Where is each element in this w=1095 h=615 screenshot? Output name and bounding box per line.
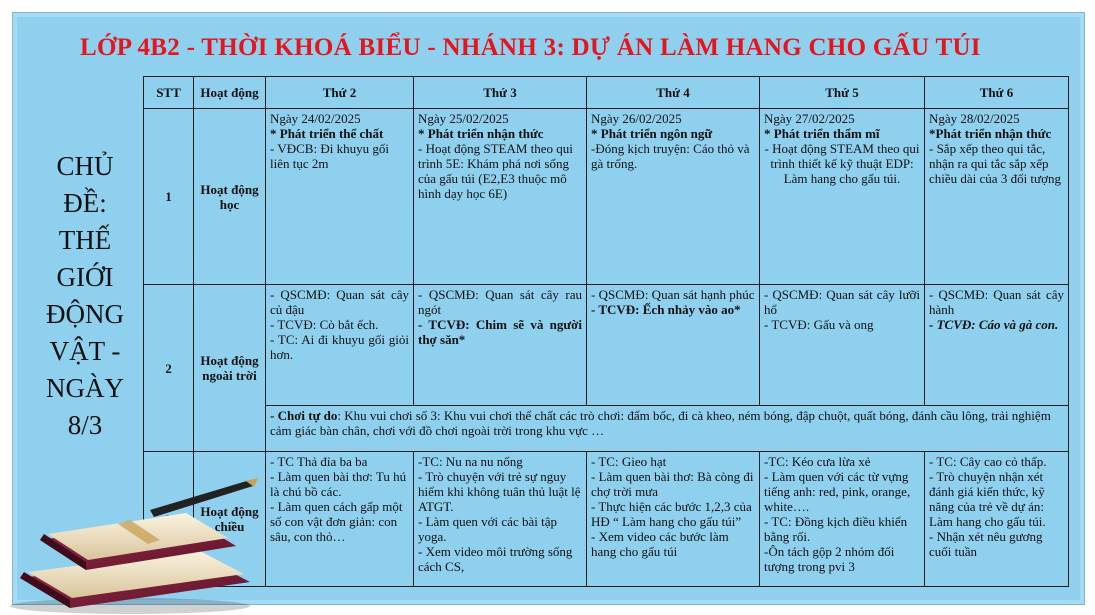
cell-friday xyxy=(925,109,1069,285)
cell-text: - QSCMĐ: Quan sát cây lưỡi hổ xyxy=(764,287,920,317)
cell-date: Ngày 27/02/2025 xyxy=(764,111,855,126)
cell-domain: * Phát triển ngôn ngữ xyxy=(591,126,713,141)
cell-tuesday xyxy=(414,285,587,406)
row-number: 2 xyxy=(144,285,194,452)
header-monday: Thứ 2 xyxy=(266,77,414,109)
cell-text: - Làm quen với các bài tập yoga. xyxy=(418,514,557,544)
header-tuesday: Thứ 3 xyxy=(414,77,587,109)
cell-monday xyxy=(266,285,414,406)
cell-game: - TCVĐ: Chim sẽ và người thợ săn* xyxy=(418,317,582,347)
activity-name: Hoạt động ngoài trời xyxy=(194,285,266,452)
cell-date: Ngày 24/02/2025 xyxy=(270,111,361,126)
cell-domain: * Phát triển thẩm mĩ xyxy=(764,126,880,141)
theme-label-line: NGÀY xyxy=(46,373,124,403)
header-activity: Hoạt động xyxy=(194,77,266,109)
cell-text: - Làm quen bài thơ: Bà còng đi chợ trời mưa xyxy=(591,469,754,499)
cell-text: - Xem video môi trường sống cách CS, xyxy=(418,544,573,574)
theme-label-line: ĐỘNG xyxy=(46,299,124,329)
free-play-row xyxy=(144,406,1069,452)
theme-label xyxy=(30,148,140,444)
cell-text: -TC: Kéo cưa lừa xẻ xyxy=(764,454,871,469)
cell-text: - QSCMĐ: Quan sát cây củ đậu xyxy=(270,287,409,317)
cell-text: -Ôn tách gộp 2 nhóm đối tượng trong pvi 3 xyxy=(764,544,895,574)
cell-tuesday xyxy=(414,109,587,285)
cell-game: - TCVĐ: Cáo và gà con. xyxy=(929,317,1059,332)
cell-date: Ngày 26/02/2025 xyxy=(591,111,682,126)
cell-text: - Nhận xét nêu gương cuối tuần xyxy=(929,529,1043,559)
cell-domain: * Phát triển thể chất xyxy=(270,126,384,141)
cell-text: - Sắp xếp theo qui tắc, nhận ra qui tắc sắp xếp chiều dài của 3 đối tượng xyxy=(929,141,1061,186)
cell-friday xyxy=(925,285,1069,406)
cell-text: - Làm quen với các từ vựng tiếng anh: red, pink, orange, white…. xyxy=(764,469,911,514)
cell-wednesday xyxy=(587,109,760,285)
cell-text: - Hoạt động STEAM theo qui trình 5E: Khám phá nơi sống của gấu túi (E2,E3 thuộc mô hình dạy học 6E) xyxy=(418,141,573,201)
timetable xyxy=(143,76,1069,587)
cell-text: - TCVĐ: Gấu và ong xyxy=(764,317,874,332)
cell-domain: * Phát triển nhận thức xyxy=(418,126,544,141)
free-play-label: - Chơi tự do xyxy=(270,408,338,423)
free-play-cell xyxy=(266,406,1069,452)
cell-text: - TC: Ai đi khuyu gối giỏi hơn. xyxy=(270,332,409,362)
cell-wednesday xyxy=(587,285,760,406)
cell-text: -TC: Nu na nu nống xyxy=(418,454,523,469)
cell-text: - Làm quen cách gấp một số con vật đơn giản: con sâu, con thỏ… xyxy=(270,499,403,544)
cell-tuesday xyxy=(414,452,587,587)
cell-friday xyxy=(925,452,1069,587)
activity-name: Hoạt động học xyxy=(194,109,266,285)
cell-text: - TC: Gieo hạt xyxy=(591,454,667,469)
cell-text: - Xem video các bước làm hang cho gấu túi xyxy=(591,529,729,559)
theme-label-line: ĐỀ: xyxy=(63,188,107,218)
row-number: 1 xyxy=(144,109,194,285)
theme-label-line: CHỦ xyxy=(56,151,114,181)
cell-domain: *Phát triển nhận thức xyxy=(929,126,1052,141)
cell-thursday xyxy=(760,109,925,285)
table-row xyxy=(144,109,1069,285)
table-row xyxy=(144,452,1069,587)
cell-wednesday xyxy=(587,452,760,587)
cell-text: -Đóng kịch truyện: Cáo thỏ và gà trống. xyxy=(591,141,750,171)
theme-label-line: GIỚI xyxy=(56,262,114,292)
cell-text: - TC: Cây cao cỏ thấp. xyxy=(929,454,1047,469)
theme-label-line: VẬT - xyxy=(49,336,121,366)
cell-text: - Thực hiện các bước 1,2,3 của HĐ “ Làm hang cho gấu túi” xyxy=(591,499,752,529)
header-thursday: Thứ 5 xyxy=(760,77,925,109)
table-row xyxy=(144,285,1069,406)
cell-thursday xyxy=(760,452,925,587)
cell-game: - TCVĐ: Ếch nhảy vào ao* xyxy=(591,302,741,317)
cell-text: - Hoạt động STEAM theo qui trình thiết kế kỹ thuật EDP: Làm hang cho gấu túi. xyxy=(764,141,920,186)
cell-text: - TC Thả đỉa ba ba xyxy=(270,454,368,469)
cell-text: - TCVĐ: Cò bắt ếch. xyxy=(270,317,379,332)
header-friday: Thứ 6 xyxy=(925,77,1069,109)
cell-text: - Trò chuyện với trẻ sự nguy hiểm khi không tuân thủ luật lệ ATGT. xyxy=(418,469,581,514)
header-wednesday: Thứ 4 xyxy=(587,77,760,109)
free-play-text: : Khu vui chơi số 3: Khu vui chơi thể chất các trò chơi: đẩm bốc, đi cà kheo, ném bóng, đập chuột, quất bóng, đánh cầu lông, trải nghiệm cảm giác bàn chân, chơi với đồ chơi ngoài trời trong khu vực … xyxy=(270,408,1051,438)
theme-label-line: THẾ xyxy=(58,225,112,255)
theme-label-line: 8/3 xyxy=(67,410,103,440)
cell-text: - Làm quen bài thơ: Tu hú là chú bồ các. xyxy=(270,469,407,499)
cell-text: - QSCMĐ: Quan sát hạnh phúc xyxy=(591,287,755,302)
header-row xyxy=(144,77,1069,109)
cell-text: - QSCMĐ: Quan sát cây hành xyxy=(929,287,1064,317)
header-stt: STT xyxy=(144,77,194,109)
cell-monday xyxy=(266,452,414,587)
book-icon xyxy=(0,470,260,615)
cell-monday xyxy=(266,109,414,285)
cell-thursday xyxy=(760,285,925,406)
cell-text: - Trò chuyện nhận xét đánh giá kiến thức, kỹ năng của trẻ về dự án: Làm hang cho gấu túi. xyxy=(929,469,1046,529)
cell-text: - QSCMĐ: Quan sát cây rau ngót xyxy=(418,287,582,317)
cell-text: - TC: Đồng kịch điều khiển bằng rối. xyxy=(764,514,908,544)
activity-name: Hoạt động chiều xyxy=(194,452,266,587)
cell-date: Ngày 28/02/2025 xyxy=(929,111,1020,126)
cell-text: - VĐCB: Đi khuyu gối liên tục 2m xyxy=(270,141,389,171)
cell-date: Ngày 25/02/2025 xyxy=(418,111,509,126)
page-title: LỚP 4B2 - THỜI KHOÁ BIỂU - NHÁNH 3: DỰ ÁN LÀM HANG CHO GẤU TÚI xyxy=(80,34,981,61)
